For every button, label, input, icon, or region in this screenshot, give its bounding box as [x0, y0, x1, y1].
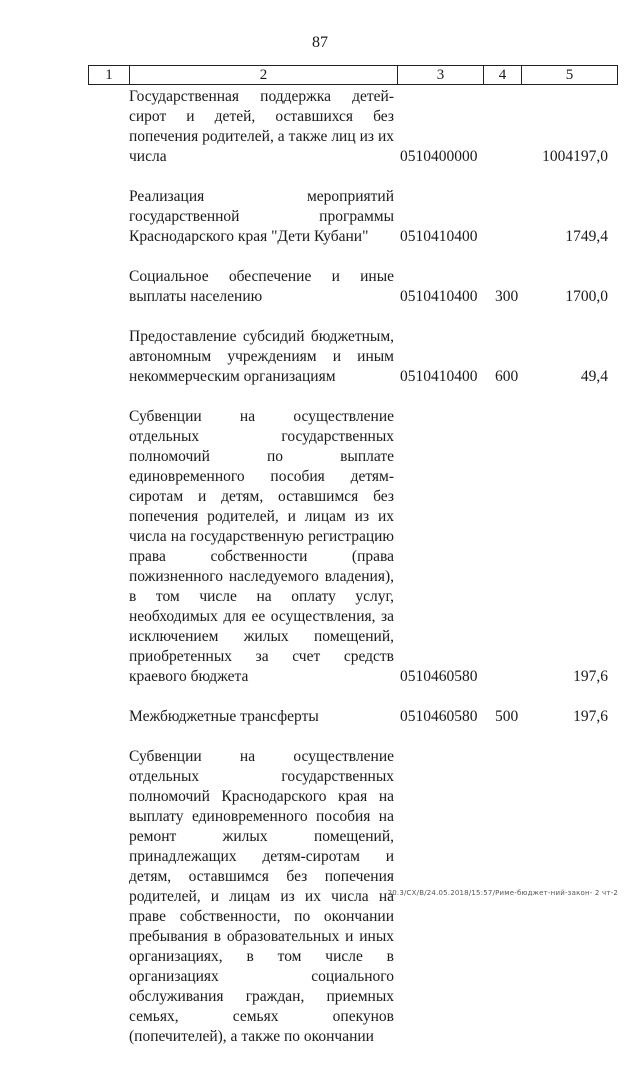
- row-code: 0510460580: [400, 668, 478, 685]
- column-header-1: 1: [89, 66, 130, 85]
- row-kind: 500: [495, 708, 519, 725]
- table-row: [88, 187, 628, 247]
- row-name: Субвенции на осуществление отдельных государственных полномочий по выплате единовременного пособия детям-сиротам и детям, оставшимся без попечения родителей, и лицам из их числа на государственную регистрацию права собственности (права пожизненного наследуемого владения), в том числе на оплату услуг, необходимых для ее осуществления, за исключением жилых помещений, приобретенных за счет средств краевого бюджета: [129, 408, 394, 685]
- row-code: 0510460580: [400, 708, 478, 725]
- row-amount: 197,6: [573, 668, 608, 685]
- row-code: 0510410400: [400, 228, 478, 245]
- table-row: [88, 267, 628, 307]
- row-amount: 197,6: [573, 708, 608, 725]
- row-name: Реализация мероприятий государственной программы Краснодарского края "Дети Кубани": [129, 188, 394, 245]
- row-code: 0510410400: [400, 368, 478, 385]
- page-number: 87: [312, 34, 328, 51]
- row-name: Межбюджетные трансферты: [129, 708, 319, 725]
- row-code: 0510410400: [400, 288, 478, 305]
- column-header-2: 2: [130, 66, 398, 85]
- row-amount: 1749,4: [565, 228, 608, 245]
- column-header-row: [89, 66, 618, 85]
- row-name: Предоставление субсидий бюджетным, автономным учреждениям и иным некоммерческим организациям: [129, 328, 394, 385]
- budget-table-body: [88, 87, 628, 1067]
- column-header-3: 3: [398, 66, 484, 85]
- row-name: Государственная поддержка детей-сирот и детей, оставшихся без попечения родителей, а также лиц из их числа: [129, 88, 394, 165]
- table-row: [88, 407, 628, 687]
- column-header-table: [88, 65, 618, 85]
- row-amount: 1004197,0: [542, 148, 608, 165]
- row-amount: 49,4: [580, 368, 608, 385]
- row-name: Социальное обеспечение и иные выплаты населению: [129, 268, 394, 305]
- column-header-4: 4: [484, 66, 522, 85]
- row-kind: 600: [495, 368, 519, 385]
- table-row: [88, 87, 628, 167]
- row-kind: 300: [495, 288, 519, 305]
- table-row: [88, 747, 628, 1047]
- column-header-5: 5: [522, 66, 618, 85]
- row-name: Субвенции на осуществление отдельных государственных полномочий Краснодарского края на выплату единовременного пособия на ремонт жилых помещений, принадлежащих детям-сиротам и детям, оставшимся без попечения родителей, и лицам из их числа на праве собственности, по окончании пребывания в образовательных и иных организациях, в том числе в организациях социального обслуживания граждан, приемных семьях, семьях опекунов (попечителей), а также по окончании: [129, 748, 394, 1045]
- row-code: 0510400000: [400, 148, 478, 165]
- table-row: [88, 707, 628, 727]
- row-amount: 1700,0: [565, 288, 608, 305]
- table-row: [88, 327, 628, 387]
- footer-stamp: 20.3/СХ/В/24.05.2018/15:57/Риме-бюджет-ний-закон- 2 чт-2: [387, 889, 618, 897]
